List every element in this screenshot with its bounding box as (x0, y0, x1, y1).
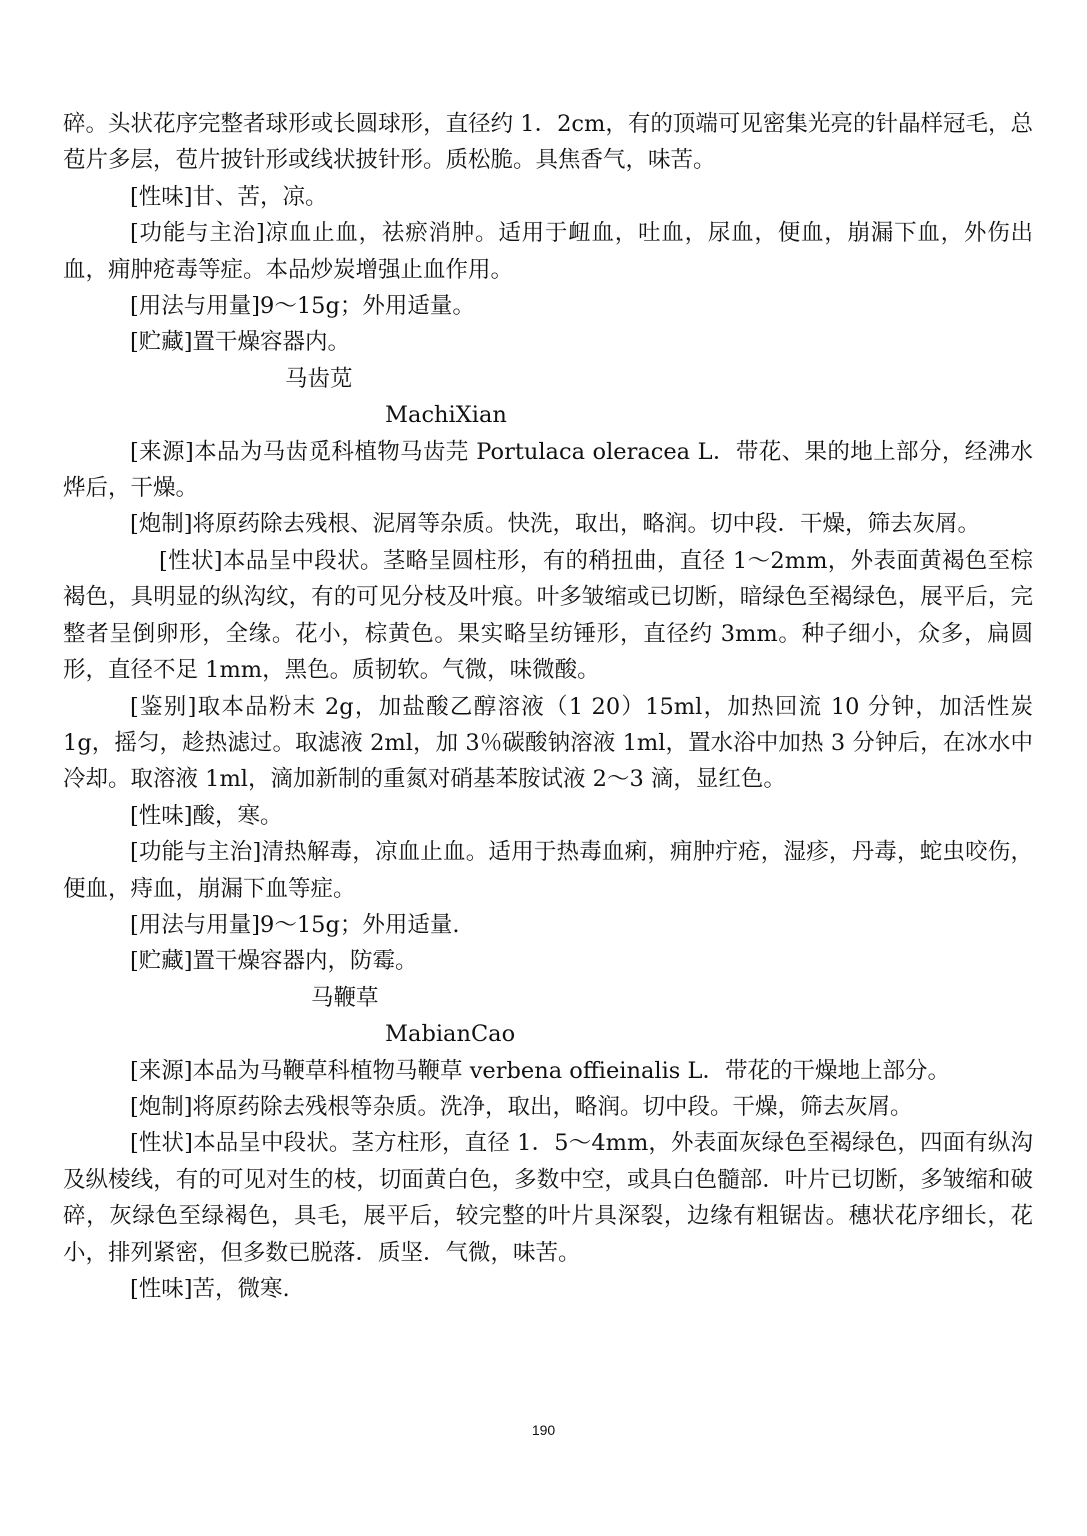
paragraph-function: [功能与主治]清热解毒，凉血止血。适用于热毒血痢，痈肿疔疮，湿疹，丹毒，蛇虫咬伤，便血，痔血，崩漏下血等症。 (63, 839, 1033, 902)
paragraph-usage: [用法与用量]9～15g；外用适量. (130, 911, 460, 938)
section-title-machixian: 马齿苋 (285, 365, 353, 392)
page-number: 190 (531, 1422, 556, 1438)
paragraph-source: [来源]本品为马鞭草科植物马鞭草 verbena offieinalis L．带花的干燥地上部分。 (130, 1057, 950, 1084)
paragraph-processing: [炮制]将原药除去残根等杂质。洗净，取出，略润。切中段。干燥，筛去灰屑。 (130, 1093, 913, 1120)
section-pinyin-machixian: MachiXian (385, 402, 507, 429)
body-text (63, 106, 1033, 1307)
paragraph-function: [功能与主治]凉血止血，祛瘀消肿。适用于衄血，吐血，尿血，便血，崩漏下血，外伤出血，痈肿疮毒等症。本品炒炭增强止血作用。 (63, 220, 1033, 283)
paragraph-storage: [贮藏]置干燥容器内，防霉。 (130, 948, 418, 975)
paragraph-description: [性状]本品呈中段状。茎方柱形，直径 1．5～4mm，外表面灰绿色至褐绿色，四面有纵沟及纵棱线，有的可见对生的枝，切面黄白色，多数中空，或具白色髓部．叶片已切断，多皱缩和破碎，灰绿色至绿褐色，具毛，展平后，较完整的叶片具深裂，边缘有粗锯齿。穗状花序细长，花小，排列紧密，但多数已脱落．质坚．气微，味苦。 (63, 1130, 1033, 1266)
paragraph-continuation: 碎。头状花序完整者球形或长圆球形，直径约 1．2cm，有的顶端可见密集光亮的针晶样冠毛，总苞片多层，苞片披针形或线状披针形。质松脆。具焦香气，味苦。 (63, 111, 1033, 174)
paragraph-usage: [用法与用量]9～15g；外用适量。 (130, 293, 475, 320)
paragraph-source: [来源]本品为马齿觅科植物马齿芫 Portulaca oleracea L．带花、果的地上部分，经沸水烨后，干燥。 (63, 438, 1033, 502)
section-pinyin-mabiancao: MabianCao (385, 1021, 516, 1048)
paragraph-taste: [性味]酸，寒。 (130, 802, 283, 829)
paragraph-storage: [贮藏]置干燥容器内。 (130, 329, 351, 356)
paragraph-processing: [炮制]将原药除去残根、泥屑等杂质。快洗，取出，略润。切中段．干燥，筛去灰屑。 (130, 511, 981, 538)
section-title-mabiancao: 马鞭草 (311, 984, 379, 1011)
paragraph-taste: [性味]苦，微寒. (130, 1276, 290, 1302)
paragraph-identification: [鉴别]取本品粉末 2g，加盐酸乙醇溶液（1 20）15ml，加热回流 10 分钟，加活性炭 1g，摇匀，趁热滤过。取滤液 2ml，加 3％碳酸钠溶液 1ml，置水浴中加热 3 分钟后，在冰水中冷却。取溶液 1ml，滴加新制的重氮对硝基苯胺试液 2～3 滴，显红色。 (63, 693, 1033, 793)
paragraph-description: [性状]本品呈中段状。茎略呈圆柱形，有的稍扭曲，直径 1～2mm，外表面黄褐色至棕褐色，具明显的纵沟纹，有的可见分枝及叶痕。叶多皱缩或已切断，暗绿色至褐绿色，展平后，完整者呈倒卵形，全缘。花小，棕黄色。果实略呈纺锤形，直径约 3mm。种子细小，众多，扁圆形，直径不足 1mm，黑色。质韧软。气微，味微酸。 (63, 547, 1033, 684)
paragraph-taste: [性味]甘、苦，凉。 (130, 183, 328, 210)
